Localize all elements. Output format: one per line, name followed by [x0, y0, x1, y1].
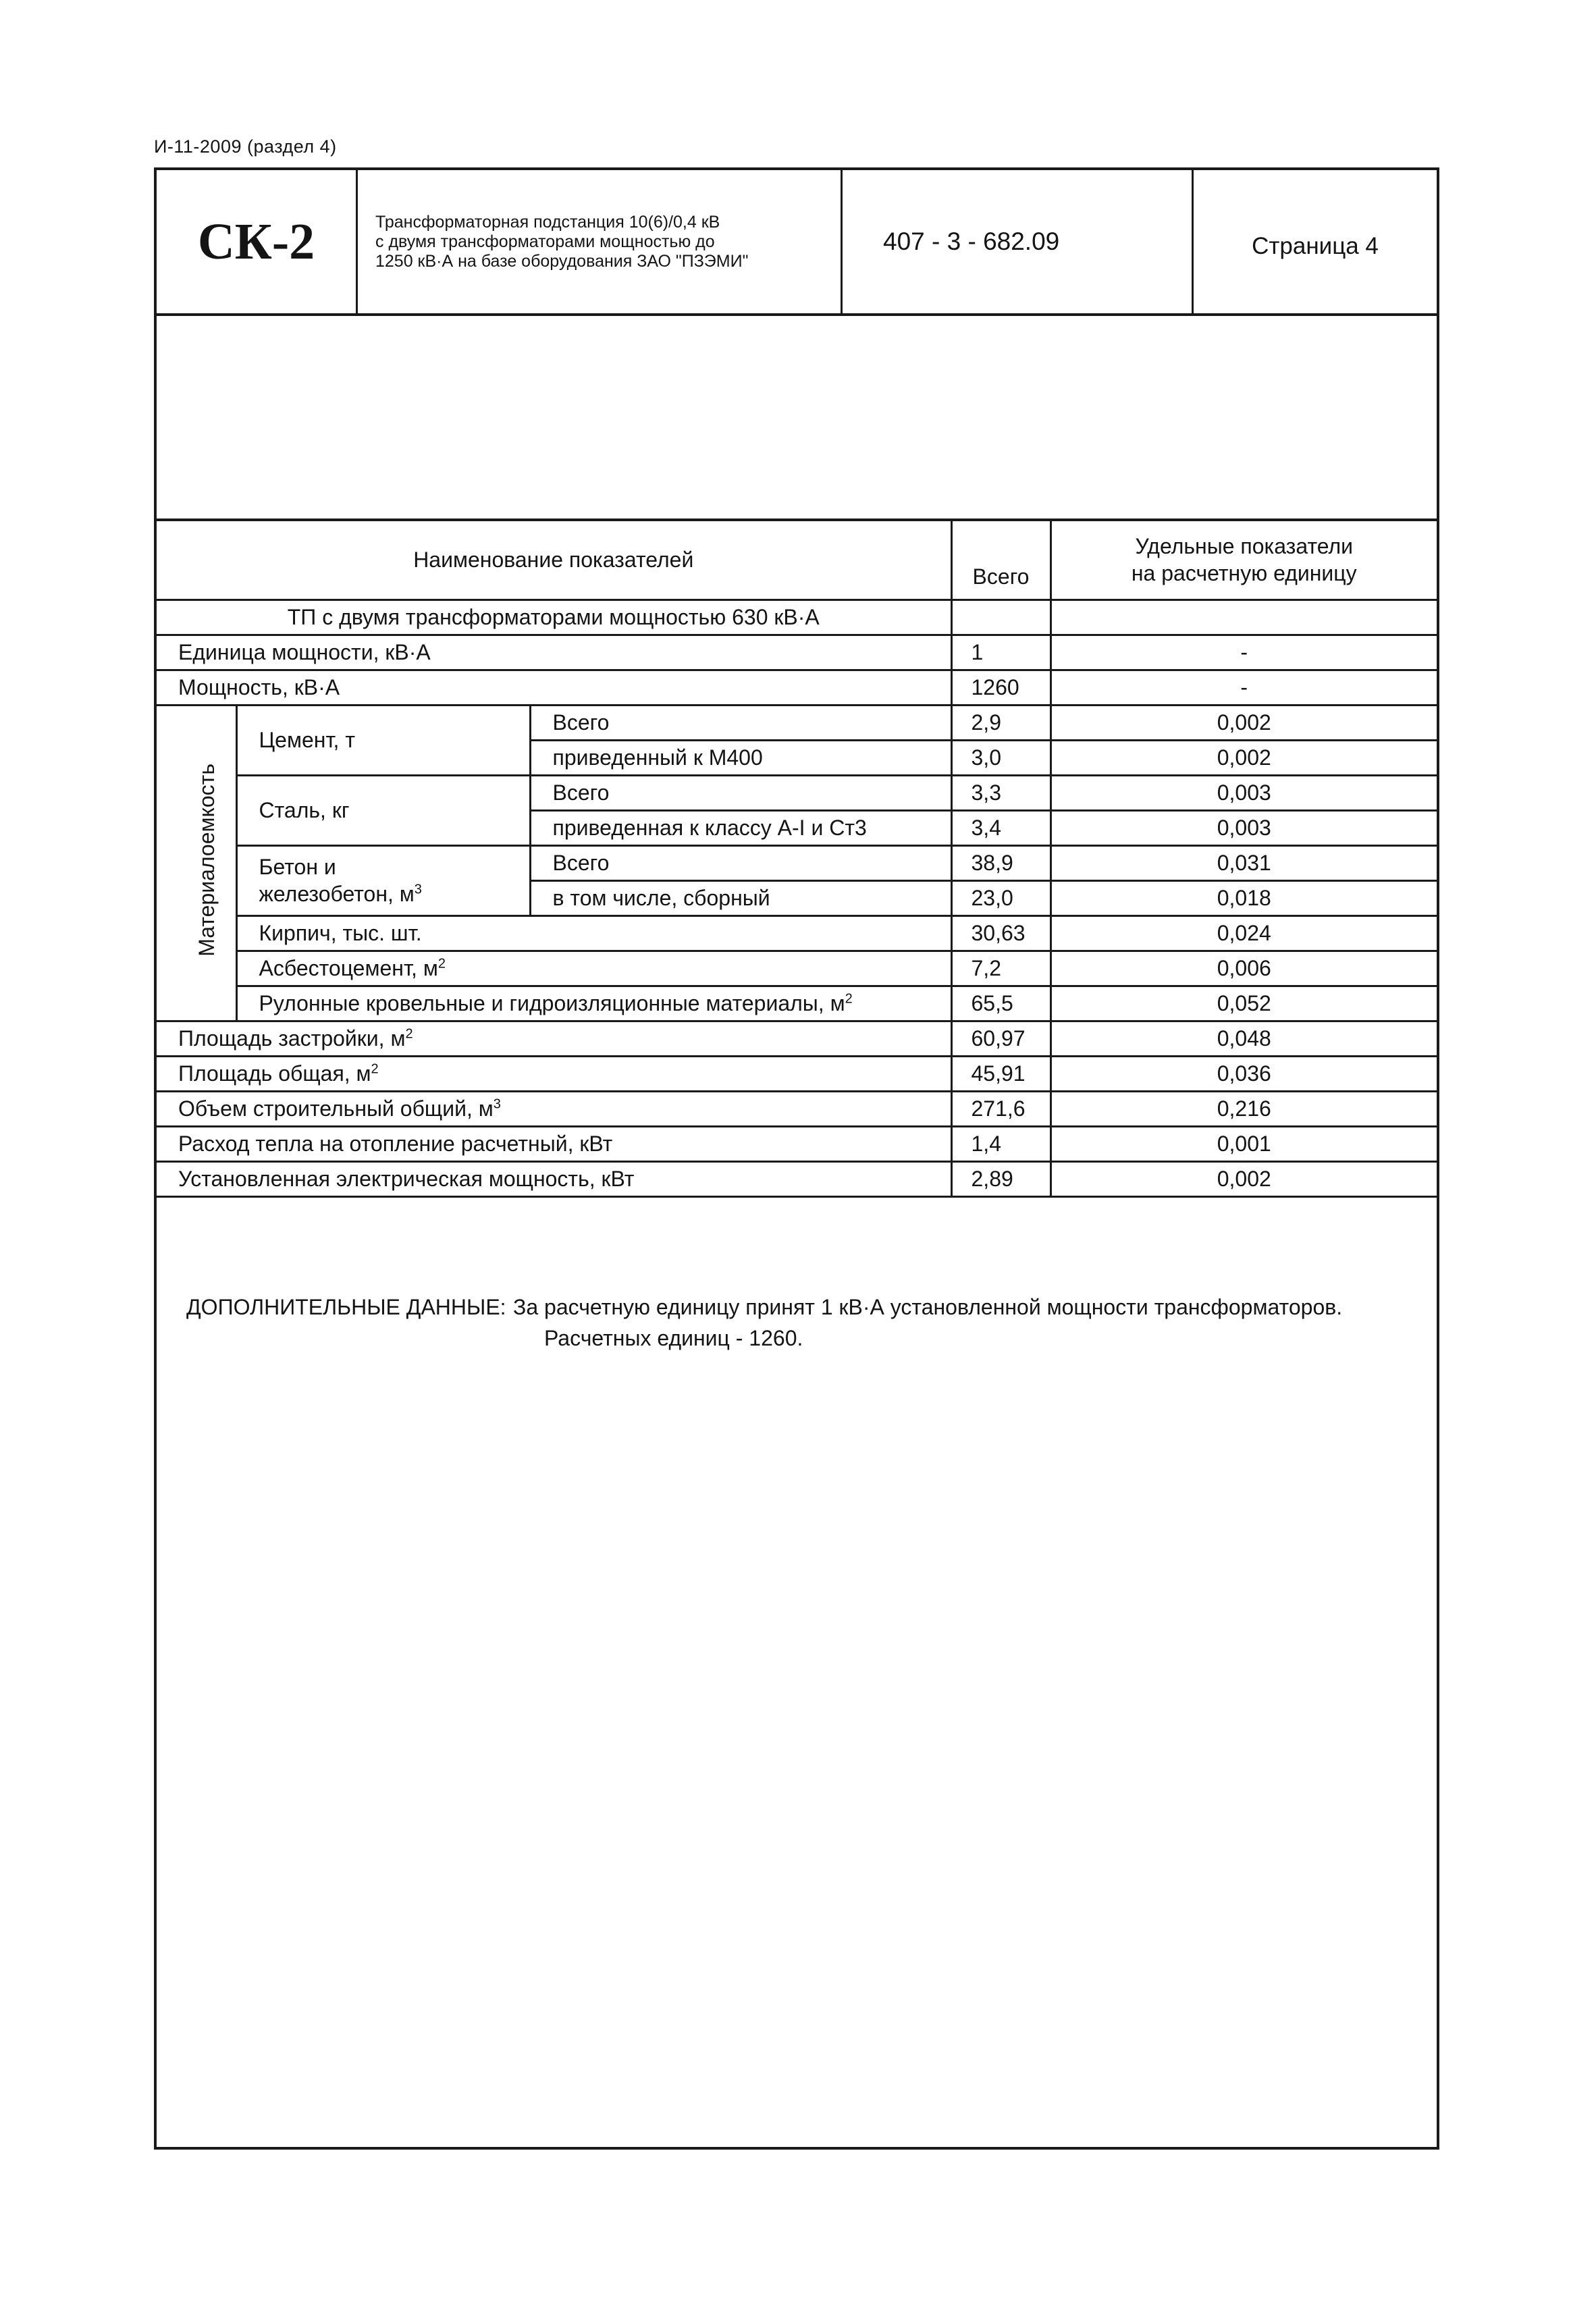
table-row	[157, 775, 1437, 810]
unit-superscript: 3	[414, 882, 422, 897]
row-per-unit: 0,036	[1050, 1056, 1437, 1091]
indicators-table	[157, 519, 1437, 1198]
sub-label: в том числе, сборный	[530, 880, 951, 915]
row-total: 30,63	[951, 915, 1050, 951]
row-total: 1,4	[951, 1126, 1050, 1161]
material-label-line: Бетон и	[259, 855, 336, 879]
row-per-unit: 0,003	[1050, 775, 1437, 810]
additional-data-text: Расчетных единиц - 1260.	[544, 1326, 803, 1350]
row-label-text: Рулонные кровельные и гидроизляционные материалы, м	[259, 990, 845, 1015]
table-row	[157, 635, 1437, 670]
sub-label: приведенный к М400	[530, 740, 951, 775]
header-per-unit-line: Удельные показатели	[1135, 534, 1354, 559]
material-label-text: железобетон, м	[259, 882, 415, 906]
empty-cell	[951, 600, 1050, 635]
header-per-unit-line: на расчетную единицу	[1131, 561, 1357, 586]
material-label	[236, 845, 530, 915]
row-per-unit: 0,002	[1050, 1161, 1437, 1196]
sub-label: Всего	[530, 845, 951, 880]
row-label	[157, 1021, 951, 1056]
empty-cell	[1050, 600, 1437, 635]
row-per-unit: -	[1050, 635, 1437, 670]
row-total: 23,0	[951, 880, 1050, 915]
row-per-unit: 0,031	[1050, 845, 1437, 880]
row-total: 1	[951, 635, 1050, 670]
material-label: Цемент, т	[236, 705, 530, 775]
row-per-unit: 0,216	[1050, 1091, 1437, 1126]
sheet-code: СК-2	[157, 170, 358, 313]
row-per-unit: 0,002	[1050, 740, 1437, 775]
header-name: Наименование показателей	[157, 520, 951, 600]
row-total: 271,6	[951, 1091, 1050, 1126]
row-label: Установленная электрическая мощность, кВт	[157, 1161, 951, 1196]
unit-superscript: 3	[493, 1096, 501, 1111]
row-label	[157, 1091, 951, 1126]
row-label: Расход тепла на отопление расчетный, кВт	[157, 1126, 951, 1161]
row-per-unit: 0,001	[1050, 1126, 1437, 1161]
additional-data-text: За расчетную единицу принят 1 кВ·А установленной мощности трансформаторов.	[513, 1295, 1343, 1319]
page-number: Страница 4	[1252, 233, 1379, 259]
table-row	[157, 1126, 1437, 1161]
row-total: 45,91	[951, 1056, 1050, 1091]
header-per-unit	[1050, 520, 1437, 600]
table-row	[157, 1056, 1437, 1091]
row-per-unit: -	[1050, 670, 1437, 705]
row-label-text: Асбестоцемент, м	[259, 955, 438, 980]
table-row	[157, 670, 1437, 705]
table-row	[157, 951, 1437, 986]
row-total: 1260	[951, 670, 1050, 705]
row-label	[236, 986, 951, 1021]
table-row	[157, 845, 1437, 880]
row-per-unit: 0,048	[1050, 1021, 1437, 1056]
row-per-unit: 0,024	[1050, 915, 1437, 951]
project-title-line: 1250 кВ·А на базе оборудования ЗАО "ПЗЭМИ"	[375, 251, 749, 271]
row-label	[236, 951, 951, 986]
unit-superscript: 2	[371, 1061, 379, 1076]
row-per-unit: 0,002	[1050, 705, 1437, 740]
section-title: ТП с двумя трансформаторами мощностью 630 кВ·А	[157, 600, 951, 635]
table-row	[157, 705, 1437, 740]
row-total: 65,5	[951, 986, 1050, 1021]
unit-superscript: 2	[845, 990, 853, 1006]
row-label	[157, 1056, 951, 1091]
row-label: Кирпич, тыс. шт.	[236, 915, 951, 951]
table-row	[157, 1161, 1437, 1196]
row-label-text: Площадь застройки, м	[178, 1026, 406, 1051]
table-row	[157, 1021, 1437, 1056]
row-per-unit: 0,006	[1050, 951, 1437, 986]
material-label: Сталь, кг	[236, 775, 530, 845]
header-total: Всего	[951, 520, 1050, 600]
row-label-text: Объем строительный общий, м	[178, 1096, 494, 1121]
row-total: 2,9	[951, 705, 1050, 740]
row-per-unit: 0,018	[1050, 880, 1437, 915]
row-total: 38,9	[951, 845, 1050, 880]
row-per-unit: 0,003	[1050, 810, 1437, 845]
drawing-frame	[154, 167, 1439, 2150]
additional-data-label: ДОПОЛНИТЕЛЬНЫЕ ДАННЫЕ:	[186, 1295, 506, 1319]
unit-superscript: 2	[437, 955, 446, 971]
row-total: 3,4	[951, 810, 1050, 845]
table-row	[157, 1091, 1437, 1126]
table-header-row	[157, 520, 1437, 600]
row-label-text: Площадь общая, м	[178, 1061, 371, 1086]
row-label: Единица мощности, кВ·А	[157, 635, 951, 670]
title-block	[157, 170, 1437, 316]
row-per-unit: 0,052	[1050, 986, 1437, 1021]
section-row	[157, 600, 1437, 635]
row-total: 60,97	[951, 1021, 1050, 1056]
material-label-line	[259, 880, 529, 907]
row-label: Мощность, кВ·А	[157, 670, 951, 705]
sub-label: приведенная к классу А-I и Ст3	[530, 810, 951, 845]
document-number: 407 - 3 - 682.09	[843, 170, 1194, 313]
project-title	[358, 170, 843, 313]
row-total: 2,89	[951, 1161, 1050, 1196]
table-row	[157, 915, 1437, 951]
document-reference: И-11-2009 (раздел 4)	[154, 136, 337, 157]
row-total: 7,2	[951, 951, 1050, 986]
row-total: 3,0	[951, 740, 1050, 775]
group-label-cell	[157, 705, 236, 1021]
unit-superscript: 2	[405, 1026, 413, 1041]
project-title-line: Трансформаторная подстанция 10(6)/0,4 кВ	[375, 212, 720, 232]
sub-label: Всего	[530, 705, 951, 740]
project-title-line: с двумя трансформаторами мощностью до	[375, 232, 715, 251]
table-row	[157, 986, 1437, 1021]
group-label: Материалоемкость	[194, 764, 219, 957]
sub-label: Всего	[530, 775, 951, 810]
row-total: 3,3	[951, 775, 1050, 810]
